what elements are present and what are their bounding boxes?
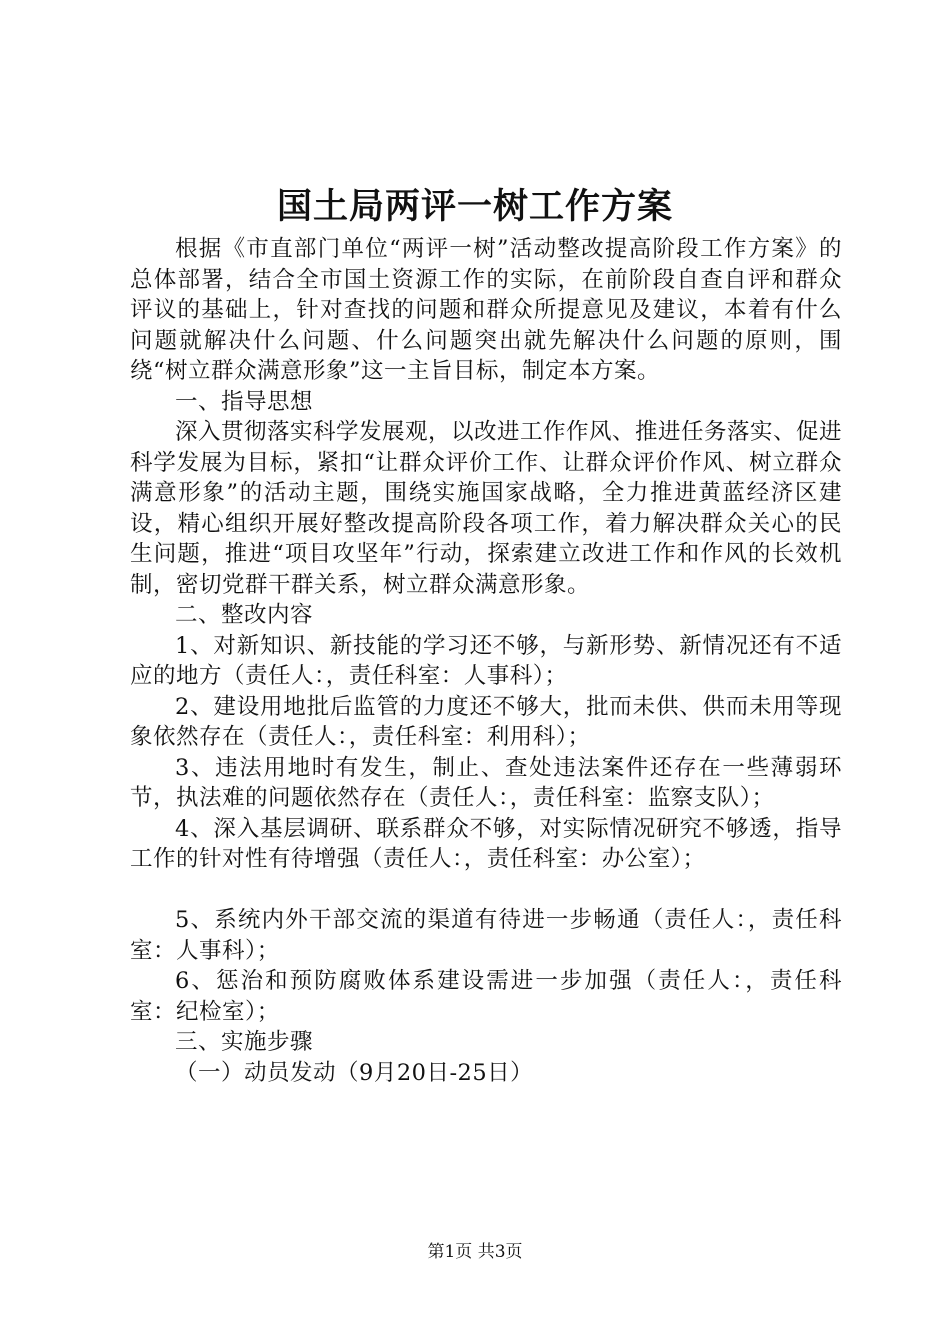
blank-line (130, 875, 842, 906)
rectification-item-5: 5、系统内外干部交流的渠道有待进一步畅通（责任人：，责任科室：人事科）； (130, 907, 842, 964)
section-heading-implementation-steps: 三、实施步骤 (175, 1029, 314, 1055)
rectification-item-2: 2、建设用地批后监管的力度还不够大，批而未供、供而未用等现象依然存在（责任人：，责任科室：利用科）； (130, 693, 842, 750)
rectification-item-3: 3、违法用地时有发生，制止、查处违法案件还存在一些薄弱环节，执法难的问题依然存在（责任人：，责任科室：监察支队）； (130, 754, 842, 811)
rectification-item-4: 4、深入基层调研、联系群众不够，对实际情况研究不够透，指导工作的针对性有待增强（责任人：，责任科室：办公室）； (130, 815, 842, 872)
intro-paragraph: 根据《市直部门单位“两评一树”活动整改提高阶段工作方案》的总体部署，结合全市国土资源工作的实际，在前阶段自查自评和群众评议的基础上，针对查找的问题和群众所提意见及建议，本着有什么问题就解决什么问题、什么问题突出就先解决什么问题的原则，围绕“树立群众满意形象”这一主旨目标，制定本方案。 (130, 236, 842, 384)
document-title: 国土局两评一树工作方案 (276, 186, 673, 227)
rectification-item-1: 1、对新知识、新技能的学习还不够，与新形势、新情况还有不适应的地方（责任人：，责任科室：人事科）； (130, 632, 842, 689)
page-number-footer: 第1页 共3页 (427, 1242, 523, 1262)
section-heading-rectification-content: 二、整改内容 (175, 602, 314, 628)
rectification-item-6: 6、惩治和预防腐败体系建设需进一步加强（责任人：，责任科室：纪检室）； (130, 968, 842, 1025)
guiding-ideology-paragraph: 深入贯彻落实科学发展观，以改进工作作风、推进任务落实、促进科学发展为目标，紧扣“让群众评价工作、让群众评价作风、树立群众满意形象”的活动主题，围绕实施国家战略，全力推进黄蓝经济区建设，精心组织开展好整改提高阶段各项工作，着力解决群众关心的民生问题，推进“项目攻坚年”行动，探索建立改进工作和作风的长效机制，密切党群干群关系，树立群众满意形象。 (130, 419, 843, 598)
step-1-heading: （一）动员发动（9月20日-25日） (175, 1059, 534, 1086)
document-body (130, 234, 842, 1088)
section-heading-guiding-ideology: 一、指导思想 (175, 388, 314, 415)
